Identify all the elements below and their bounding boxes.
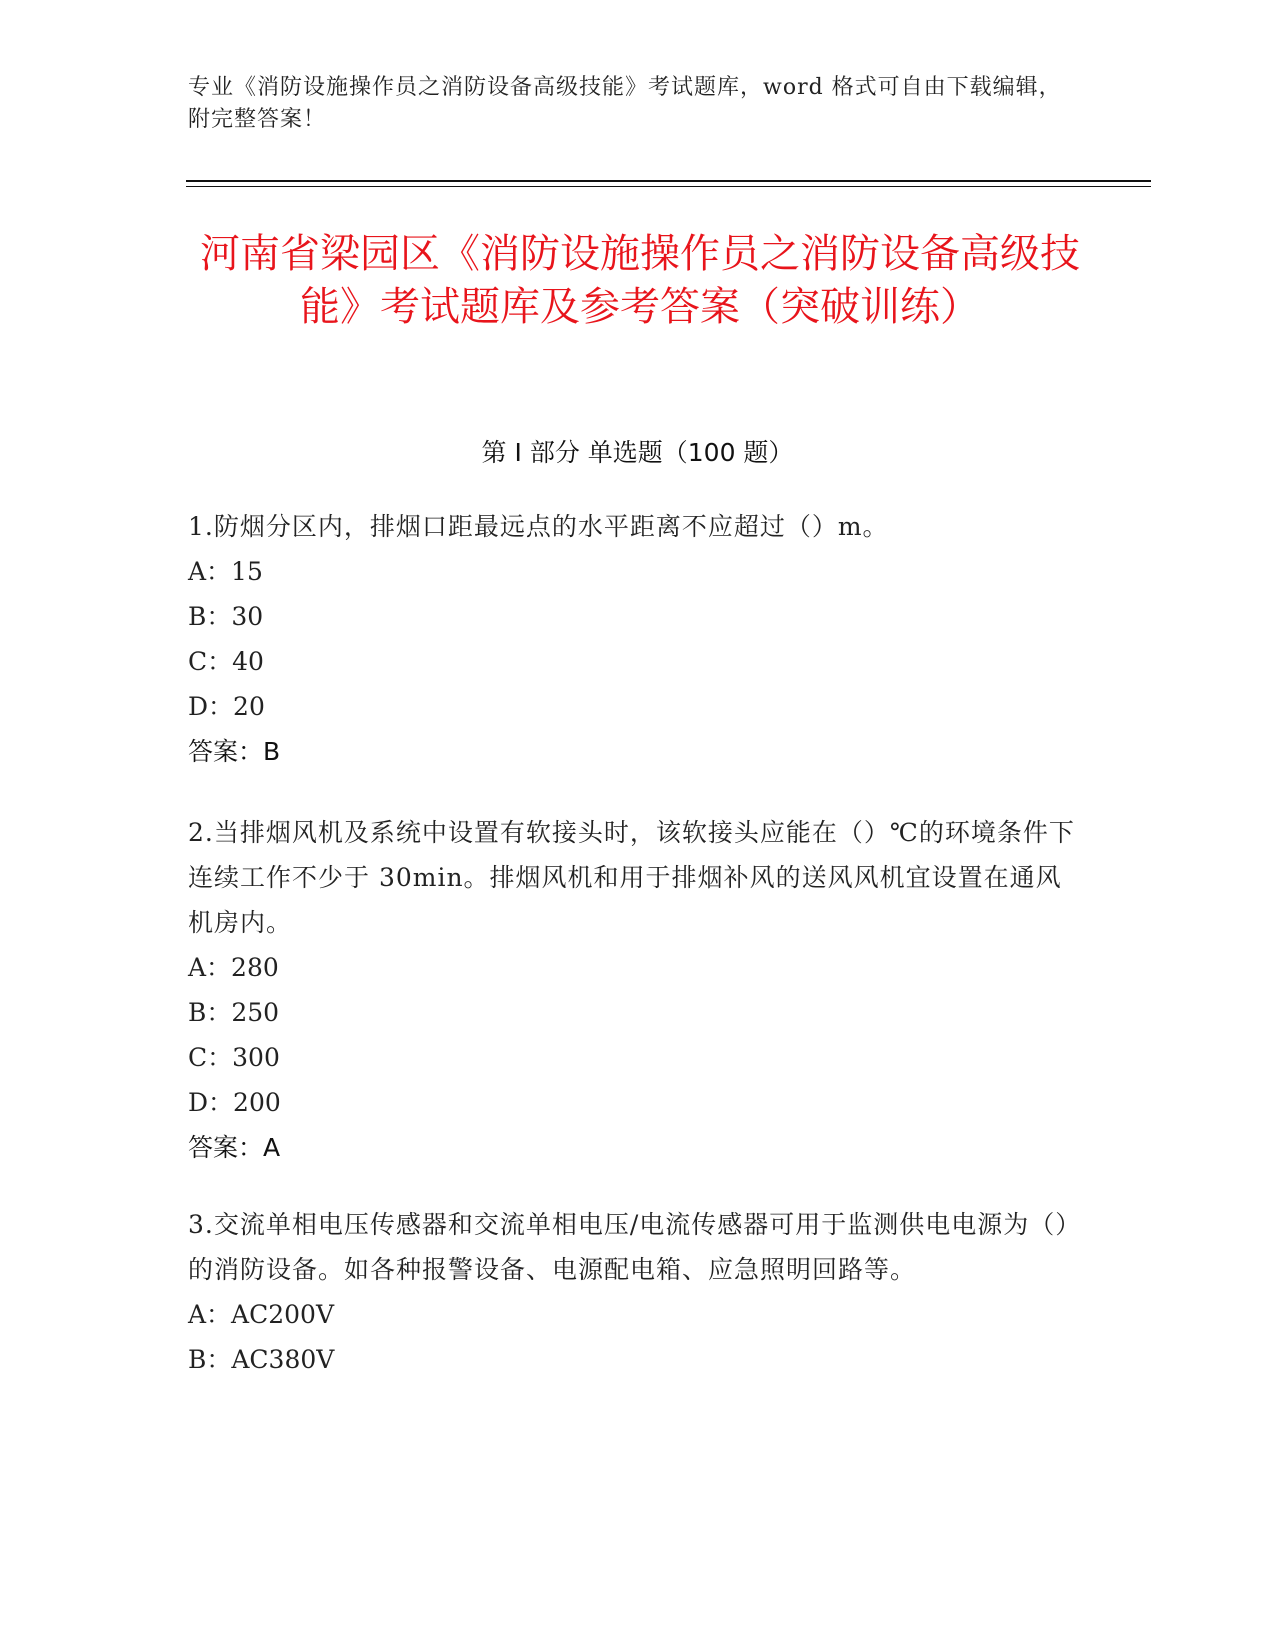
question-1 [188, 504, 1078, 774]
option-d: D：200 [188, 1088, 281, 1117]
header-divider-thick [186, 180, 1151, 182]
answer: 答案：B [188, 737, 281, 766]
question-3 [188, 1202, 1078, 1382]
option-b: B：30 [188, 602, 264, 631]
option-c: C：300 [188, 1043, 280, 1072]
question-stem: 3.交流单相电压传感器和交流单相电压/电流传感器可用于监测供电电源为（）的消防设备。如各种报警设备、电源配电箱、应急照明回路等。 [188, 1210, 1069, 1284]
option-a: A：AC200V [188, 1300, 335, 1329]
answer: 答案：A [188, 1133, 281, 1162]
option-a: A：15 [188, 557, 263, 586]
header-note: 专业《消防设施操作员之消防设备高级技能》考试题库，word 格式可自由下载编辑，附完整答案！ [188, 75, 1062, 132]
option-b: B：AC380V [188, 1345, 335, 1374]
question-stem: 2.当排烟风机及系统中设置有软接头时，该软接头应能在（）℃的环境条件下连续工作不少于 30min。排烟风机和用于排烟补风的送风风机宜设置在通风机房内。 [188, 818, 1075, 937]
option-d: D：20 [188, 692, 265, 721]
option-b: B：250 [188, 998, 280, 1027]
section-title: 第 I 部分 单选题（100 题） [481, 438, 794, 467]
question-stem: 1.防烟分区内，排烟口距最远点的水平距离不应超过（）m。 [188, 512, 889, 541]
option-a: A：280 [188, 953, 279, 982]
question-2 [188, 810, 1078, 1170]
header-divider-thin [186, 186, 1151, 187]
document-title: 河南省梁园区《消防设施操作员之消防设备高级技能》考试题库及参考答案（突破训练） [200, 231, 1080, 330]
option-c: C：40 [188, 647, 264, 676]
